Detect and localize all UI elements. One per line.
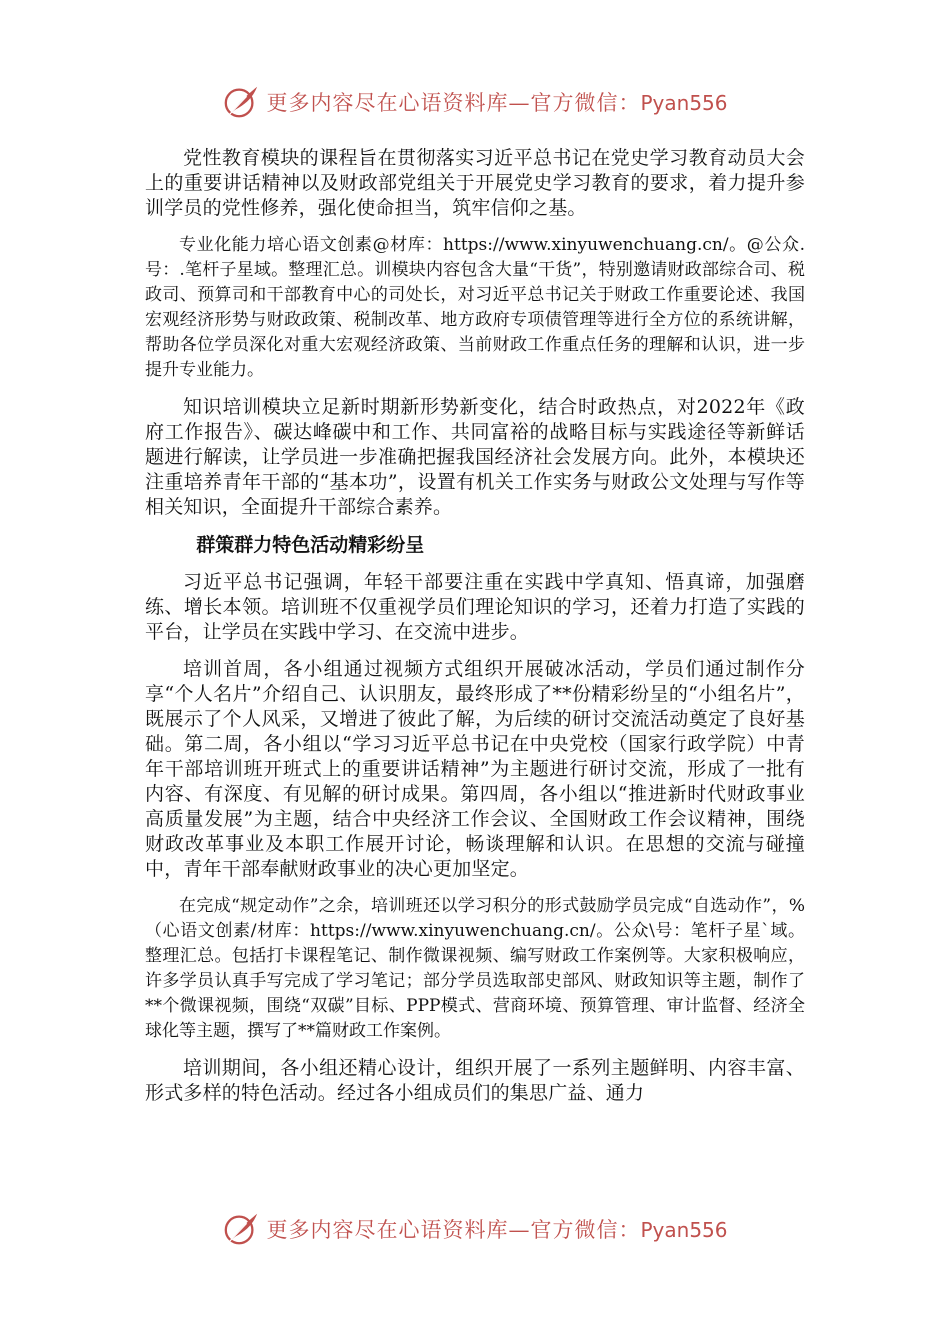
footer-banner	[0, 1209, 950, 1249]
wechat-account: Pyan556	[640, 91, 728, 115]
paragraph-professional-ability: 专业化能力培心语文创素@材库：https://www.xinyuwenchuang.cn/。@公众.号：.笔杆子星域。整理汇总。训模块内容包含大量“干货”，特别邀请财政部综合司、税政司、预算司和干部教育中心的司处长，对习近平总书记关于财政工作重要论述、我国宏观经济形势与财政政策、税制改革、地方政府专项债管理等进行全方位的系统讲解，帮助各位学员深化对重大宏观经济政策、当前财政工作重点任务的理解和认识，进一步提升专业能力。	[145, 235, 805, 380]
feather-pen-logo-icon	[222, 83, 260, 121]
paragraph-first-week: 培训首周，各小组通过视频方式组织开展破冰活动，学员们通过制作分享“个人名片”介绍自己、认识朋友，最终形成了**份精彩纷呈的“小组名片”，既展示了个人风采，又增进了彼此了解，为后续的研讨交流活动奠定了良好基础。第二周，各小组以“学习习近平总书记在中央党校（国家行政学院）中青年干部培训班开班式上的重要讲话精神”为主题进行研讨交流，形成了一批有内容、有深度、有见解的研讨成果。第四周，各小组以“推进新时代财政事业高质量发展”为主题，结合中央经济工作会议、全国财政工作会议精神，围绕财政改革事业及本职工作展开讨论，畅谈理解和认识。在思想的交流与碰撞中，青年干部奉献财政事业的决心更加坚定。	[145, 658, 805, 880]
wechat-account: Pyan556	[640, 1218, 728, 1242]
header-banner	[0, 82, 950, 122]
banner-text: 更多内容尽在心语资料库—官方微信：Pyan556	[266, 1218, 728, 1242]
paragraph-knowledge-training: 知识培训模块立足新时期新形势新变化，结合时政热点，对2022年《政府工作报告》、碳达峰碳中和工作、共同富裕的战略目标与实践途径等新鲜话题进行解读，让学员进一步准确把握我国经济社会发展方向。此外，本模块还注重培养青年干部的“基本功”，设置有机关工作实务与财政公文处理与写作等相关知识，全面提升干部综合素养。	[145, 396, 805, 518]
paragraph-party-education: 党性教育模块的课程旨在贯彻落实习近平总书记在党史学习教育动员大会上的重要讲话精神以及财政部党组关于开展党史学习教育的要求，着力提升参训学员的党性修养，强化使命担当，筑牢信仰之基。	[145, 147, 805, 219]
document-body	[145, 146, 805, 1118]
paragraph-practice: 习近平总书记强调，年轻干部要注重在实践中学真知、悟真谛，加强磨练、增长本领。培训班不仅重视学员们理论知识的学习，还着力打造了实践的平台，让学员在实践中学习、在交流中进步。	[145, 571, 805, 643]
feather-pen-logo-icon	[222, 1210, 260, 1248]
paragraph-optional-actions: 在完成“规定动作”之余，培训班还以学习积分的形式鼓励学员完成“自选动作”，%（心语文创素/材库：https://www.xinyuwenchuang.cn/。公众\号：笔杆子星`域。整理汇总。包括打卡课程笔记、制作微课视频、编写财政工作案例等。大家积极响应，许多学员认真手写完成了学习笔记；部分学员选取部史部风、财政知识等主题，制作了**个微课视频，围绕“双碳”目标、PPP模式、营商环境、预算管理、审计监督、经济全球化等主题，撰写了**篇财政工作案例。	[145, 896, 805, 1041]
section-heading: 群策群力特色活动精彩纷呈	[196, 534, 425, 556]
paragraph-special-activities: 培训期间，各小组还精心设计，组织开展了一系列主题鲜明、内容丰富、形式多样的特色活动。经过各小组成员们的集思广益、通力	[145, 1057, 805, 1104]
banner-text: 更多内容尽在心语资料库—官方微信：Pyan556	[266, 91, 728, 115]
